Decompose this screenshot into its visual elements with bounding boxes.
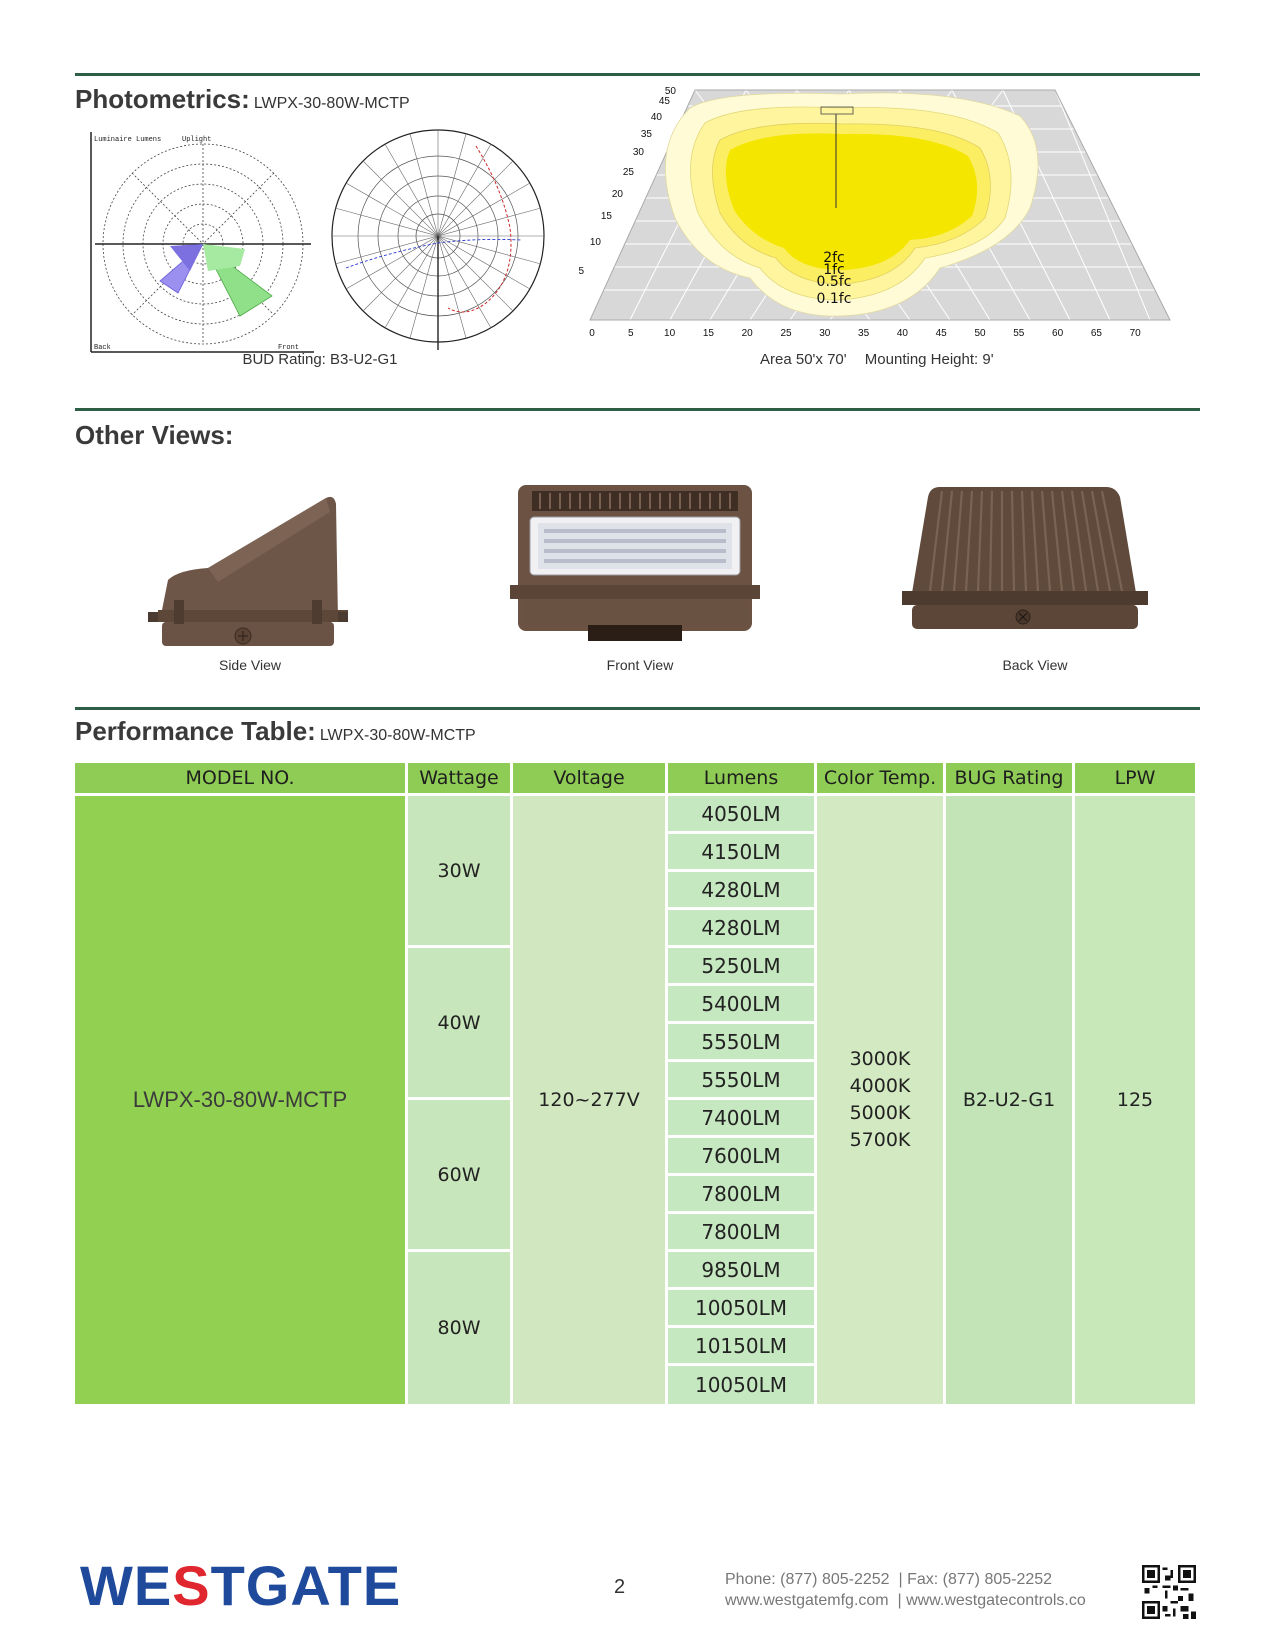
- area-size: Area 50'x 70': [760, 351, 847, 368]
- polar-label-front: Front: [278, 344, 300, 352]
- website-mfg[interactable]: www.westgatemfg.com: [725, 1592, 889, 1609]
- y-tick-label: 40: [650, 112, 662, 123]
- lumens-cell: 7800LM: [668, 1214, 814, 1252]
- x-tick-label: 35: [858, 328, 870, 339]
- polar-label-luminaire: Luminaire Lumens: [94, 136, 162, 144]
- performance-table: [72, 763, 1198, 1404]
- color-temp-value: 5700K: [849, 1129, 911, 1151]
- polar-label-back: Back: [94, 344, 111, 352]
- x-ticks: [589, 328, 1141, 339]
- fax: Fax: (877) 805-2252: [907, 1571, 1053, 1588]
- color-temp-cell: [817, 796, 943, 1404]
- mid-rule-1: [75, 408, 1200, 411]
- x-tick-label: 15: [702, 328, 714, 339]
- lumens-cell: 7800LM: [668, 1176, 814, 1214]
- bud-rating-caption: BUD Rating: B3-U2-G1: [242, 351, 398, 368]
- wattage-cell: 60W: [408, 1100, 510, 1252]
- lumens-cell: 9850LM: [668, 1252, 814, 1290]
- y-tick-label: 20: [611, 189, 623, 200]
- front-view-image: [510, 485, 760, 645]
- lumens-cell: 5250LM: [668, 948, 814, 986]
- iso-label-2fc: 2fc: [823, 250, 845, 266]
- iso-label-01fc: 0.1fc: [816, 291, 852, 307]
- header-model: MODEL NO.: [75, 763, 405, 796]
- header-bug-rating: BUG Rating: [946, 763, 1072, 796]
- bug-rating-cell: B2-U2-G1: [946, 796, 1072, 1404]
- photometrics-model: LWPX-30-80W-MCTP: [253, 95, 410, 112]
- lpw-cell: 125: [1075, 796, 1195, 1404]
- lumens-cell: 4150LM: [668, 834, 814, 872]
- x-tick-label: 45: [935, 328, 947, 339]
- y-tick-label: 30: [632, 147, 644, 158]
- qr-code-icon: [1142, 1565, 1196, 1619]
- lumens-cell: 4280LM: [668, 872, 814, 910]
- page-number: 2: [614, 1576, 626, 1598]
- area-caption: [760, 351, 1060, 368]
- lumens-cell: 7600LM: [668, 1138, 814, 1176]
- header-voltage: Voltage: [513, 763, 665, 796]
- side-view-image: [148, 490, 348, 660]
- lumens-cell: 4280LM: [668, 910, 814, 948]
- color-temp-value: 5000K: [849, 1102, 911, 1124]
- y-tick-label: 10: [589, 237, 601, 248]
- lumens-cell: 4050LM: [668, 796, 814, 834]
- polar-plot-bug: [90, 131, 315, 353]
- performance-title: Performance Table: LWPX-30-80W-MCTP: [75, 716, 476, 746]
- table-row: [75, 796, 1195, 834]
- header-lpw: LPW: [1075, 763, 1195, 796]
- isofootcandle-plot: [580, 88, 1180, 358]
- top-rule: [75, 73, 1200, 76]
- polar-label-uplight: Uplight: [182, 136, 212, 144]
- wattage-cell: 30W: [408, 796, 510, 948]
- voltage-cell: 120~277V: [513, 796, 665, 1404]
- x-tick-label: 20: [741, 328, 753, 339]
- x-tick-label: 65: [1090, 328, 1102, 339]
- back-view-caption: Back View: [1002, 657, 1068, 673]
- x-tick-label: 70: [1129, 328, 1141, 339]
- wattage-cell: 40W: [408, 948, 510, 1100]
- lumens-cell: 10050LM: [668, 1290, 814, 1328]
- mounting-height: Mounting Height: 9': [864, 351, 994, 368]
- front-view-caption: Front View: [606, 657, 674, 673]
- y-tick-label: 15: [600, 211, 612, 222]
- y-tick-label: 5: [578, 266, 584, 277]
- lumens-cell: 10050LM: [668, 1366, 814, 1404]
- x-tick-label: 10: [664, 328, 676, 339]
- lumens-cell: 5550LM: [668, 1024, 814, 1062]
- side-view-caption: Side View: [218, 657, 281, 673]
- x-tick-label: 0: [589, 328, 595, 339]
- iso-label-05fc: 0.5fc: [816, 274, 852, 290]
- model-no-cell: LWPX-30-80W-MCTP: [75, 796, 405, 1404]
- color-temp-value: 4000K: [849, 1075, 911, 1097]
- y-tick-label: 45: [658, 96, 670, 107]
- x-tick-label: 40: [896, 328, 908, 339]
- wattage-cell: 80W: [408, 1252, 510, 1404]
- westgate-logo: WESTGATE: [80, 1554, 402, 1617]
- header-color-temp: Color Temp.: [817, 763, 943, 796]
- y-tick-label: 50: [664, 86, 676, 97]
- back-view-image: [900, 487, 1150, 647]
- x-tick-label: 30: [819, 328, 831, 339]
- mid-rule-2: [75, 707, 1200, 710]
- x-tick-label: 25: [780, 328, 792, 339]
- y-tick-label: 25: [622, 167, 634, 178]
- performance-model: LWPX-30-80W-MCTP: [319, 727, 476, 744]
- header-wattage: Wattage: [408, 763, 510, 796]
- color-temp-value: 3000K: [849, 1048, 911, 1070]
- x-tick-label: 55: [1013, 328, 1025, 339]
- x-tick-label: 50: [974, 328, 986, 339]
- x-tick-label: 5: [628, 328, 634, 339]
- other-views-title: Other Views:: [75, 420, 234, 450]
- lumens-cell: 5400LM: [668, 986, 814, 1024]
- lumens-cell: 5550LM: [668, 1062, 814, 1100]
- x-tick-label: 60: [1052, 328, 1064, 339]
- contact-info: Phone: (877) 805-2252 | Fax: (877) 805-2252 www.westgatemfg.com | www.westgatecontrols.co: [725, 1571, 1086, 1609]
- lumens-cell: 10150LM: [668, 1328, 814, 1366]
- y-tick-label: 35: [640, 129, 652, 140]
- website-controls[interactable]: www.westgatecontrols.co: [906, 1592, 1086, 1609]
- lumens-cell: 7400LM: [668, 1100, 814, 1138]
- phone: Phone: (877) 805-2252: [725, 1571, 890, 1588]
- photometrics-title: Photometrics: LWPX-30-80W-MCTP: [75, 84, 410, 114]
- iso-label-1fc: 1fc: [823, 262, 845, 278]
- table-header-row: [75, 763, 1195, 796]
- header-lumens: Lumens: [668, 763, 814, 796]
- polar-plot-candela: [326, 128, 551, 350]
